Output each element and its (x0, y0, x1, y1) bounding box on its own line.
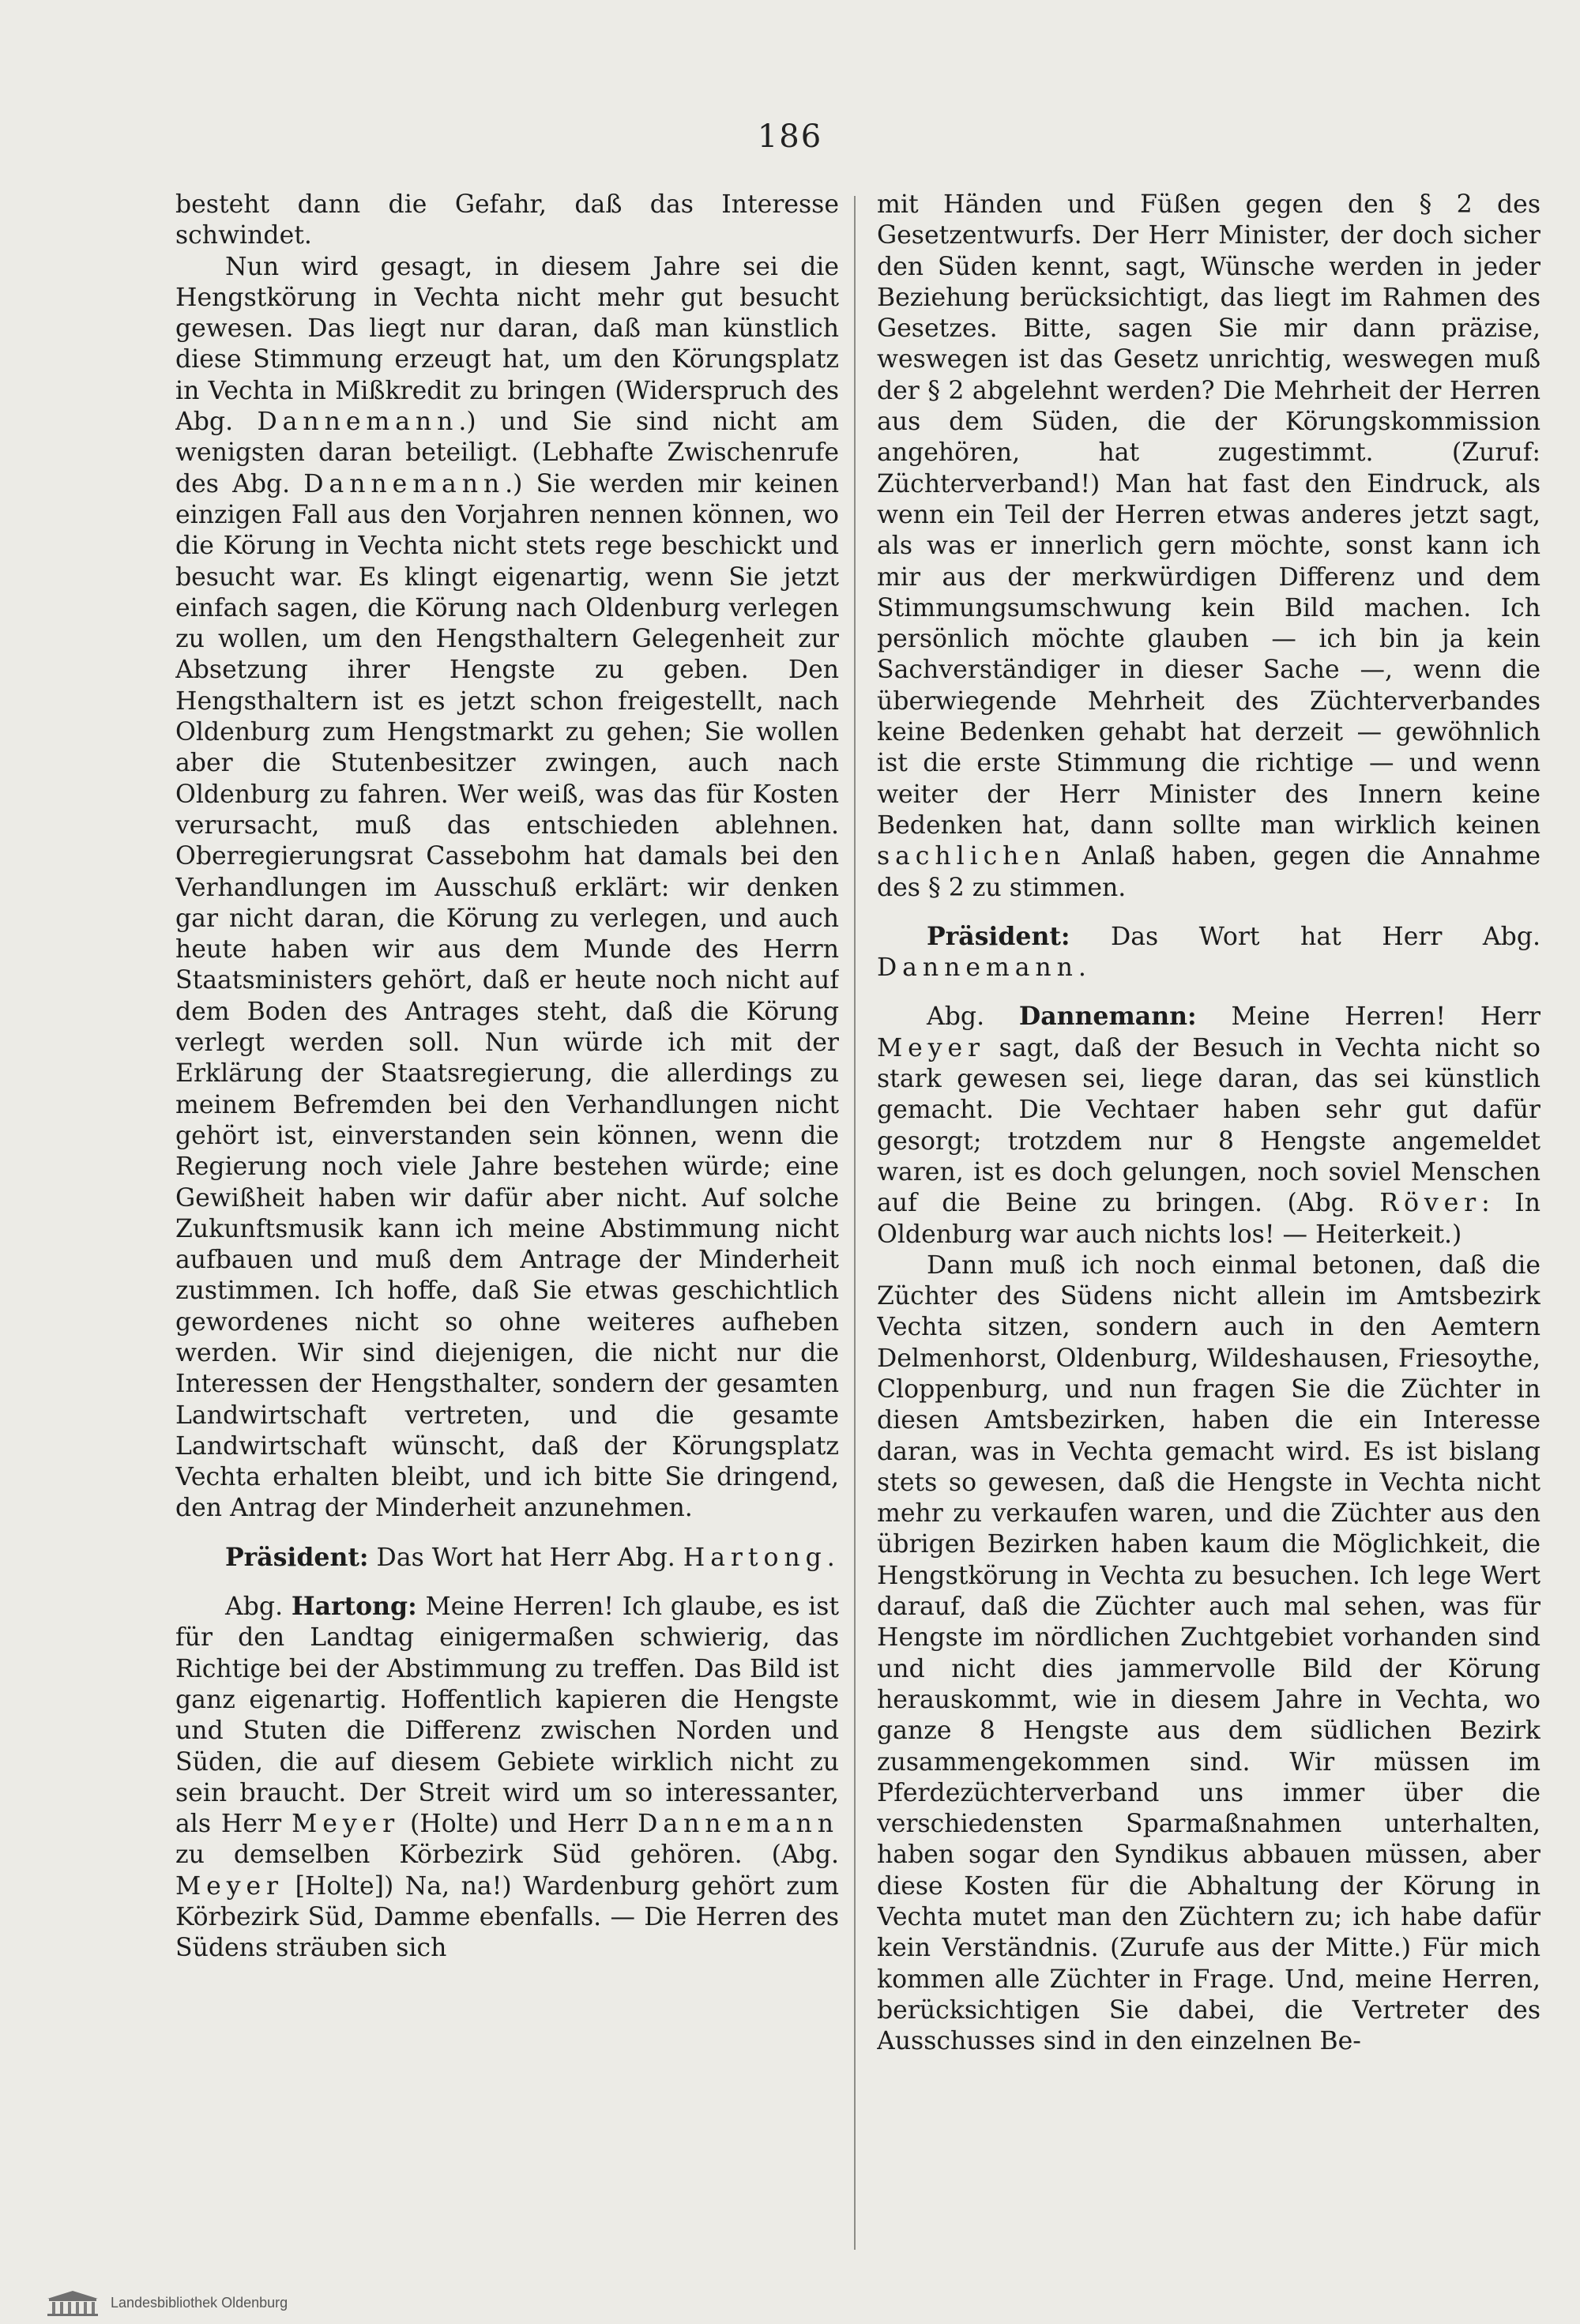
spaced-name: Hartong (683, 1543, 827, 1572)
speaker-label: Präsident: (225, 1542, 369, 1572)
page-number: 186 (757, 118, 823, 155)
spaced-name: sachlichen (877, 842, 1066, 871)
text-segment: [Holte]) Na, na!) Wardenburg gehört zum Körbezirk Süd, Damme ebenfalls. — Die Herren des Südens sträuben sich (175, 1871, 839, 1963)
text-segment: Das Wort hat Herr Abg. (1070, 922, 1540, 951)
paragraph (877, 1250, 1540, 2058)
paragraph (877, 921, 1540, 984)
right-column (877, 190, 1540, 2275)
text-segment: sagt, daß der Besuch in Vechta nicht so stark gewesen sei, liege daran, das sei künstlich gemacht. Die Vechtaer haben sehr gut dafür gesorgt; trotzdem nur 8 Hengste angemeldet waren, ist es doch gelungen, noch soviel Menschen auf die Beine zu bringen. (Abg. (877, 1033, 1540, 1218)
spaced-name: Meyer (877, 1033, 986, 1062)
text-segment: : In Oldenburg war auch nichts los! — Heiterkeit.) (877, 1189, 1540, 1249)
text-segment: .) Sie werden mir keinen einzigen Fall aus den Vorjahren nennen können, wo die Körung in Vechta nicht stets rege beschickt und besucht war. Es klingt eigenartig, wenn Sie jetzt einfach sagen, die Körung nach Oldenburg verlegen zu wollen, um den Hengsthaltern Gelegenheit zur Absetzung ihrer Hengste zu geben. Den Hengsthaltern ist es jetzt schon freigestellt, nach Oldenburg zum Hengstmarkt zu gehen; Sie wollen aber die Stutenbesitzer zwingen, auch nach Oldenburg zu fahren. Wer weiß, was das für Kosten verursacht, muß das entschieden ablehnen. Oberregierungsrat Cassebohm hat damals bei den Verhandlungen im Ausschuß erklärt: wir denken gar nicht daran, die Körung zu verlegen, und auch heute haben wir aus dem Munde des Herrn Staatsministers gehört, daß er heute noch nicht auf dem Boden des Antrages steht, daß die Körung verlegt werden soll. Nun würde ich mit der Erklärung der Staatsregierung, die allerdings zu meinem Befremden bei den Verhandlungen nicht gehört ist, einverstanden sein können, wenn die Regierung noch viele Jahre bestehen würde; eine Gewißheit haben wir dafür aber nicht. Auf solche Zukunftsmusik kann ich meine Abstimmung nicht aufbauen und muß dem Antrage der Minderheit zustimmen. Ich hoffe, daß Sie etwas geschichtlich gewordenes nicht so ohne weiteres aufheben werden. Wir sind diejenigen, die nicht nur die Interessen der Hengsthalter, sondern der gesamten Landwirtschaft vertreten, und die gesamte Landwirtschaft wünscht, daß der Körungsplatz Vechta erhalten bleibt, und ich bitte Sie dringend, den Antrag der Minderheit anzunehmen. (175, 469, 839, 1523)
text-segment: Meine Herren! Ich glaube, es ist für den Landtag einigermaßen schwierig, das Richtige bei der Abstimmung zu treffen. Das Bild ist ganz eigenartig. Hoffentlich kapieren die Hengste und Stuten die Differenz zwischen Norden und Süden, die auf diesem Gebiete wirklich nicht zu sein braucht. Der Streit wird um so interessanter, als Herr (175, 1593, 839, 1839)
text-segment: . (826, 1543, 835, 1572)
spaced-name: Dannemann (877, 953, 1078, 983)
text-segment: mit Händen und Füßen gegen den § 2 des Gesetzentwurfs. Der Herr Minister, der doch sicher den Süden kennt, sagt, Wünsche werden in jeder Beziehung berücksichtigt, das liegt im Rahmen des Gesetzes. Bitte, sagen Sie mir dann präzise, weswegen ist das Gesetz unrichtig, weswegen muß der § 2 abgelehnt werden? Die Mehrheit der Herren aus dem Süden, die der Körungskommission angehören, hat zugestimmt. (Zuruf: Züchterverband!) Man hat fast den Eindruck, als wenn ein Teil der Herren etwas anderes jetzt sagt, als was er innerlich gern möchte, sonst kann ich mir aus der merkwürdigen Differenz und dem Stimmungsumschwung kein Bild machen. Ich persönlich möchte glauben — ich bin ja kein Sachverständiger in dieser Sache —, wenn die überwiegende Mehrheit des Züchterverbandes keine Bedenken gehabt hat derzeit — gewöhnlich ist die erste Stimmung die richtige — und wenn weiter der Herr Minister des Innern keine Bedenken hat, dann sollte man wirklich keinen (877, 190, 1540, 840)
library-building-icon (44, 2289, 101, 2318)
text-segment: Das Wort hat Herr Abg. (368, 1543, 683, 1572)
spaced-name: Dannemann (638, 1810, 839, 1839)
paragraph (877, 1001, 1540, 1250)
text-segment: zu demselben Körbezirk Süd gehören. (Abg. (175, 1841, 839, 1870)
speaker-label: Hartong: (291, 1592, 417, 1622)
spaced-name: Röver (1379, 1189, 1482, 1218)
text-segment: .) und Sie sind nicht am wenigsten daran beteiligt. (Lebhafte Zwischenrufe des Abg. (175, 408, 839, 498)
paragraph (175, 252, 839, 1525)
column-divider (854, 196, 856, 2250)
paragraph (877, 190, 1540, 904)
text-segment: Anlaß haben, gegen die Annahme des § 2 zu stimmen. (877, 842, 1540, 902)
text-segment: Nun wird gesagt, in diesem Jahre sei die Hengstkörung in Vechta nicht mehr gut besucht gewesen. Das liegt nur daran, daß man künstlich diese Stimmung erzeugt hat, um den Körungsplatz in Vechta in Mißkredit zu bringen (Widerspruch des Abg. (175, 252, 839, 437)
paragraph (175, 190, 839, 252)
text-segment: Abg. (927, 1002, 1019, 1032)
text-segment: Dann muß ich noch einmal betonen, daß die Züchter des Südens nicht allein im Amtsbezirk Vechta sitzen, sondern auch in den Aemtern Delmenhorst, Oldenburg, Wildeshausen, Friesoythe, Cloppenburg, und nun fragen Sie die Züchter in diesen Amtsbezirken, haben die ein Interesse daran, was in Vechta gemacht wird. Es ist bislang stets so gewesen, daß die Hengste in Vechta nicht mehr zu verkaufen waren, und die Züchter aus den übrigen Bezirken haben kaum die Möglichkeit, die Hengstkörung in Vechta zu besuchen. Ich lege Wert darauf, daß die Züchter auch mal sehen, was für Hengste im nördlichen Zuchtgebiet vorhanden sind und nicht dies jammervolle Bild der Körung herauskommt, wie in diesem Jahre in Vechta, wo ganze 8 Hengste aus dem südlichen Bezirk zusammengekommen sind. Wir müssen im Pferdezüchterverband uns immer über die verschiedensten Sparmaßnahmen unterhalten, haben sogar den Syndikus abbauen müssen, aber diese Kosten für die Abhaltung der Körung in Vechta mutet man den Züchtern zu; ich habe dafür kein Verständnis. (Zurufe aus der Mitte.) Für mich kommen alle Züchter in Frage. Und, meine Herren, berücksichtigen Sie dabei, die Vertreter des Ausschusses sind in den einzelnen Be- (877, 1250, 1540, 2056)
text-segment: besteht dann die Gefahr, daß das Interesse schwindet. (175, 190, 839, 250)
paragraph (175, 1542, 839, 1574)
spaced-name: Meyer (175, 1871, 284, 1901)
library-name: Landesbibliothek Oldenburg (111, 2295, 288, 2311)
spaced-name: Meyer (292, 1810, 401, 1839)
speaker-label: Dannemann: (1018, 1002, 1197, 1032)
paragraph (175, 1591, 839, 1965)
footer (0, 2286, 1580, 2324)
text-segment: . (1078, 953, 1086, 983)
text-segment: Abg. (225, 1593, 292, 1622)
speaker-label: Präsident: (927, 921, 1070, 951)
text-segment: (Holte) und Herr (400, 1810, 638, 1839)
spaced-name: Dannemann (257, 408, 459, 437)
spaced-name: Dannemann (303, 469, 506, 498)
text-segment: Meine Herren! Herr (1196, 1002, 1540, 1032)
left-column (175, 190, 839, 2275)
